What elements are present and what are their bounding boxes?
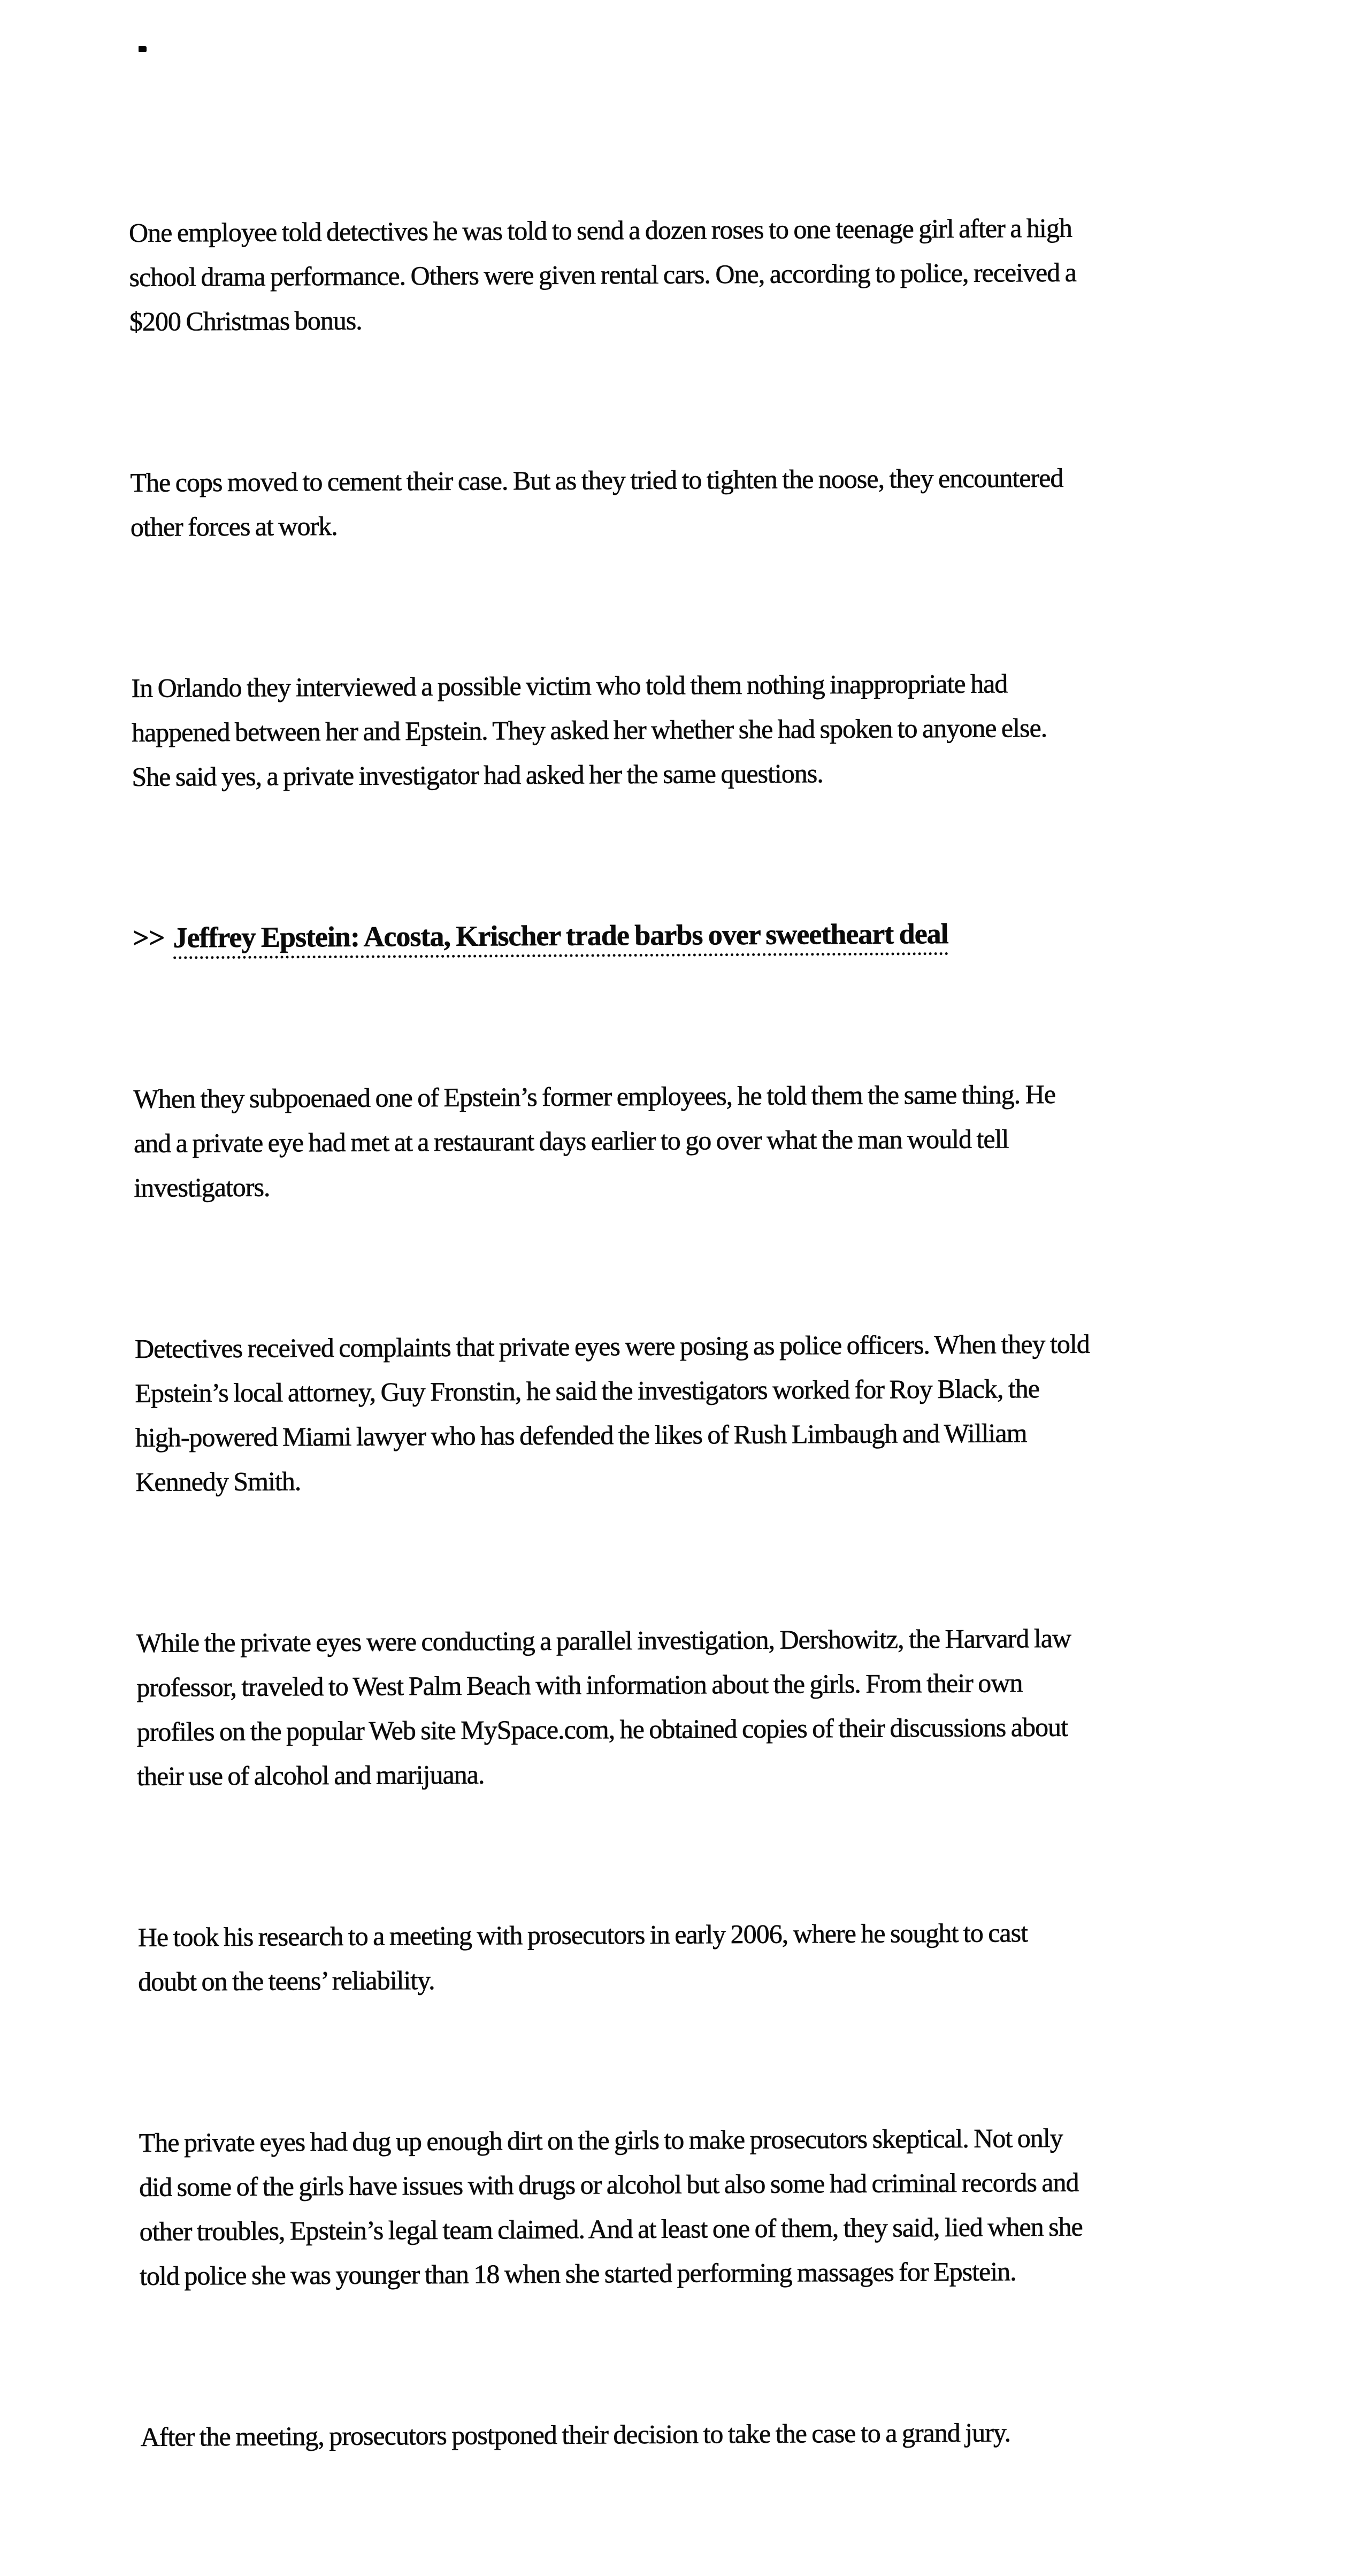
body-paragraph-1: One employee told detectives he was told to send a dozen roses to one teenage girl after a high school drama performance. Others were given rental cars. One, according to police, received a $200 Christmas bonus. [128, 212, 1077, 337]
body-paragraph-5: Detectives received complaints that private eyes were posing as police officers. When they told Epstein’s local attorney, Guy Fronstin, he said the investigators worked for Roy Black, the high-powered Miami lawyer who has defended the likes of Rush Limbaugh and William Kennedy Smith. [134, 1328, 1090, 1497]
related-story-headline [133, 909, 1363, 960]
body-paragraph-8: The private eyes had dug up enough dirt on the girls to make prosecutors skeptical. Not only did some of the girls have issues with drugs or alcohol but also some had criminal records and other troubles, Epstein’s legal team claimed. And at least one of them, they said, lied when she told police she was younger than 18 when she started performing massages for Epstein. [139, 2122, 1083, 2291]
article-text-block [128, 116, 1364, 2576]
body-paragraph-6: While the private eyes were conducting a parallel investigation, Dershowitz, the Harvard law professor, traveled to West Palm Beach with information about the girls. From their own profiles on the popular Web site MySpace.com, he obtained copies of their discussions about their use of alcohol and marijuana. [136, 1623, 1071, 1791]
stray-ink-mark [139, 46, 147, 52]
body-paragraph-7: He took his research to a meeting with prosecutors in early 2006, where he sought to cast doubt on the teens’ reliability. [137, 1917, 1028, 1997]
body-paragraph-9: After the meeting, prosecutors postponed their decision to take the case to a grand jury. [140, 2417, 1011, 2452]
body-paragraph-2: The cops moved to cement their case. But as they tried to tighten the noose, they encountered other forces at work. [130, 462, 1063, 542]
body-paragraph-3: In Orlando they interviewed a possible victim who told them nothing inappropriate had happened between her and Epstein. They asked her whether she had spoken to anyone else. She said yes, a private investigator had asked her the same questions. [131, 668, 1047, 792]
related-story-link: Jeffrey Epstein: Acosta, Krischer trade barbs over sweetheart deal [173, 918, 948, 959]
body-paragraph-4: When they subpoenaed one of Epstein’s former employees, he told them the same thing. He and a private eye had met at a restaurant days earlier to go over what the man would tell investigators. [133, 1079, 1056, 1203]
headline-prefix-chevrons: >> [132, 921, 165, 954]
